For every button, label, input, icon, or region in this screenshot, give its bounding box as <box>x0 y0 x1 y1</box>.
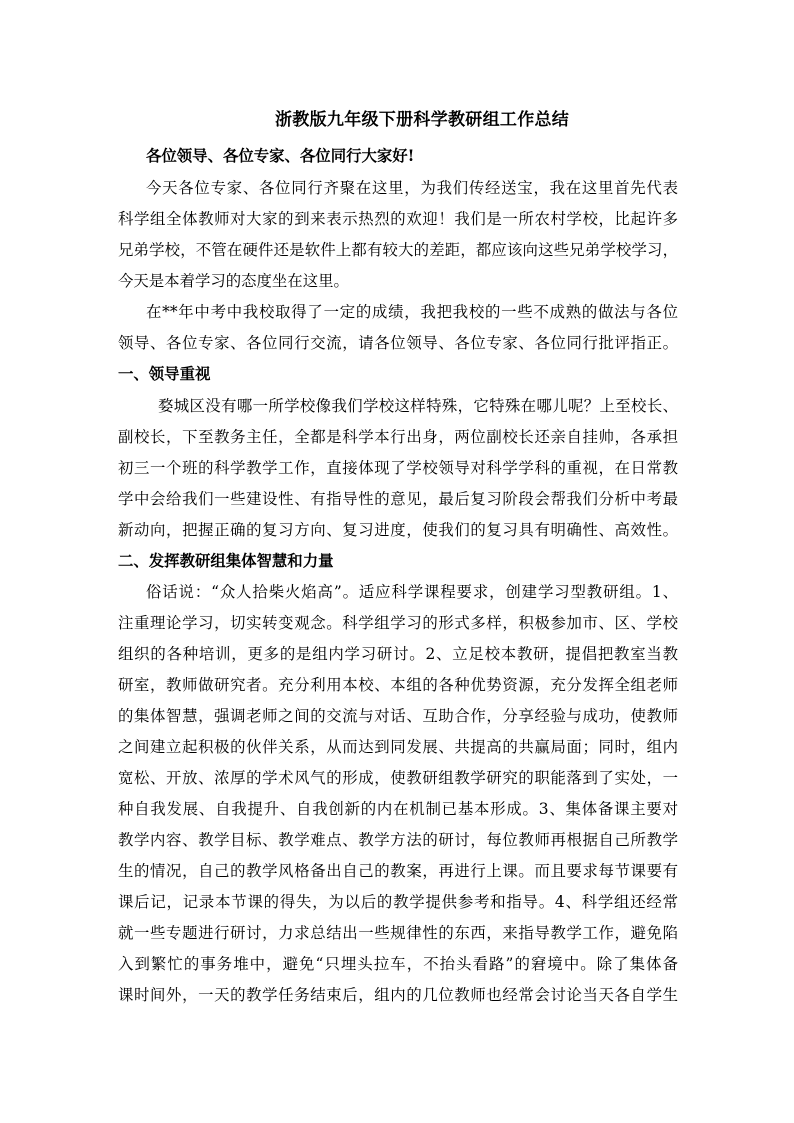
paragraph-line: 入到繁忙的事务堆中，避免“只埋头拉车，不抬头看路”的窘境中。除了集体备 <box>118 955 678 973</box>
paragraph-line: 组织的各种培训，更多的是组内学习研讨。2、立足校本教研，提倡把教室当教 <box>118 645 678 663</box>
paragraph-line: 研室，教师做研究者。充分利用本校、本组的各种优势资源，充分发挥全组老师 <box>118 676 678 694</box>
paragraph-line: 在**年中考中我校取得了一定的成绩，我把我校的一些不成熟的做法与各位 <box>146 303 678 321</box>
paragraph-line: 今天各位专家、各位同行齐聚在这里，为我们传经送宝，我在这里首先代表 <box>146 179 678 197</box>
paragraph-line: 就一些专题进行研讨，力求总结出一些规律性的东西，来指导教学工作，避免陷 <box>118 924 678 942</box>
paragraph-line: 宽松、开放、浓厚的学术风气的形成，使教研组教学研究的职能落到了实处，一 <box>118 769 678 787</box>
paragraph-line: 的集体智慧，强调老师之间的交流与对话、互助合作，分享经验与成功，使教师 <box>118 707 678 725</box>
paragraph-line: 兄弟学校，不管在硬件还是软件上都有较大的差距，都应该向这些兄弟学校学习， <box>118 241 678 259</box>
section-heading: 一、领导重视 <box>118 365 211 383</box>
paragraph-line: 新动向，把握正确的复习方向、复习进度，使我们的复习具有明确性、高效性。 <box>118 521 678 539</box>
paragraph-line: 教学内容、教学目标、教学难点、教学方法的研讨，每位教师再根据自己所教学 <box>118 831 678 849</box>
paragraph-line: 生的情况，自己的教学风格备出自己的教案，再进行上课。而且要求每节课要有 <box>118 862 678 880</box>
paragraph-line: 领导、各位专家、各位同行交流，请各位领导、各位专家、各位同行批评指正。 <box>118 334 678 352</box>
paragraph-line: 婺城区没有哪一所学校像我们学校这样特殊，它特殊在哪儿呢？上至校长、 <box>158 397 678 415</box>
paragraph-line: 学中会给我们一些建设性、有指导性的意见，最后复习阶段会帮我们分析中考最 <box>118 490 678 508</box>
paragraph-line: 副校长，下至教务主任，全都是科学本行出身，两位副校长还亲自挂帅，各承担 <box>118 428 678 446</box>
paragraph-line: 课时间外，一天的教学任务结束后，组内的几位教师也经常会讨论当天各自学生 <box>118 986 678 1004</box>
paragraph-line: 初三一个班的科学教学工作，直接体现了学校领导对科学学科的重视，在日常教 <box>118 459 678 477</box>
paragraph-line: 科学组全体教师对大家的到来表示热烈的欢迎！我们是一所农村学校，比起许多 <box>118 210 678 228</box>
paragraph-line: 今天是本着学习的态度坐在这里。 <box>118 272 349 290</box>
paragraph-line: 课后记，记录本节课的得失，为以后的教学提供参考和指导。4、科学组还经常 <box>118 893 678 911</box>
document-title: 浙教版九年级下册科学教研组工作总结 <box>275 110 570 130</box>
paragraph-line: 俗话说：“众人拾柴火焰高”。适应科学课程要求，创建学习型教研组。1、 <box>146 583 678 601</box>
greeting: 各位领导、各位专家、各位同行大家好! <box>146 147 415 165</box>
paragraph-line: 之间建立起积极的伙伴关系，从而达到同发展、共提高的共赢局面；同时，组内 <box>118 738 678 756</box>
section-heading: 二、发挥教研组集体智慧和力量 <box>118 552 334 570</box>
paragraph-line: 种自我发展、自我提升、自我创新的内在机制已基本形成。3、集体备课主要对 <box>118 800 678 818</box>
paragraph-line: 注重理论学习，切实转变观念。科学组学习的形式多样，积极参加市、区、学校 <box>118 614 678 632</box>
